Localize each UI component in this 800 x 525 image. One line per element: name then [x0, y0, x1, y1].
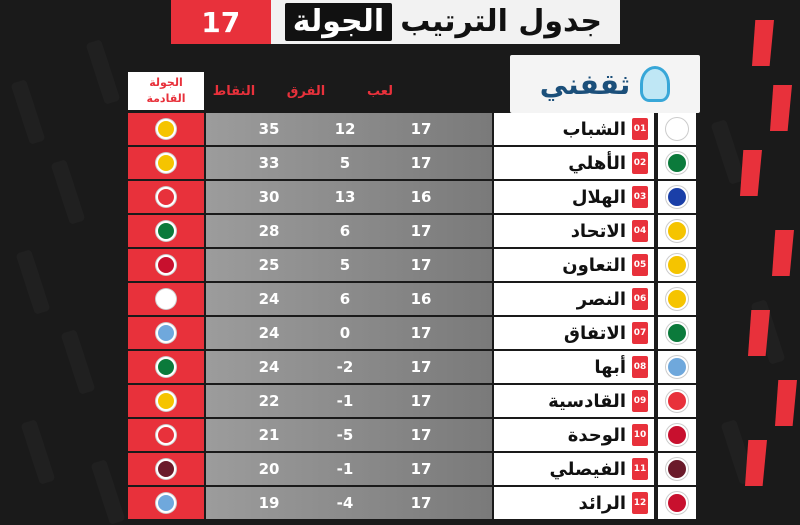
diff-value: 12 — [334, 120, 356, 138]
team-cell — [494, 351, 654, 383]
brand-logo — [510, 55, 700, 113]
table-row — [128, 385, 700, 417]
team-logo-cell — [658, 113, 696, 145]
points-value: 28 — [258, 222, 280, 240]
next-opponent-cell — [128, 215, 204, 247]
next-opponent-cell — [128, 487, 204, 519]
team-logo-cell — [658, 249, 696, 281]
played-value: 17 — [410, 460, 432, 478]
team-badge-icon — [666, 152, 688, 174]
rank-badge: 02 — [632, 152, 648, 174]
team-cell — [494, 419, 654, 451]
team-badge-icon — [666, 356, 688, 378]
team-name: القادسية — [548, 390, 626, 412]
title-highlight: الجولة — [285, 3, 392, 41]
next-opponent-cell — [128, 453, 204, 485]
diff-value: 5 — [339, 154, 351, 172]
played-value: 17 — [410, 120, 432, 138]
next-opponent-badge-icon — [156, 187, 176, 207]
team-badge-icon — [666, 288, 688, 310]
team-logo-cell — [658, 453, 696, 485]
team-logo-cell — [658, 283, 696, 315]
diff-value: -2 — [336, 358, 354, 376]
next-opponent-cell — [128, 351, 204, 383]
next-opponent-badge-icon — [156, 357, 176, 377]
team-cell — [494, 181, 654, 213]
next-opponent-cell — [128, 249, 204, 281]
table-row — [128, 147, 700, 179]
played-value: 17 — [410, 426, 432, 444]
points-value: 25 — [258, 256, 280, 274]
table-row — [128, 249, 700, 281]
diff-value: 0 — [339, 324, 351, 342]
diff-value: -1 — [336, 460, 354, 478]
diff-value: 5 — [339, 256, 351, 274]
team-logo-cell — [658, 317, 696, 349]
table-row — [128, 215, 700, 247]
played-value: 16 — [410, 290, 432, 308]
team-cell — [494, 453, 654, 485]
team-cell — [494, 317, 654, 349]
team-cell — [494, 249, 654, 281]
points-value: 22 — [258, 392, 280, 410]
logo-text: ثقفني — [539, 67, 631, 101]
team-name: النصر — [576, 288, 626, 310]
team-name: الوحدة — [567, 424, 626, 446]
table-row — [128, 317, 700, 349]
points-value: 24 — [258, 358, 280, 376]
table-row — [128, 181, 700, 213]
rank-badge: 03 — [632, 186, 648, 208]
table-row — [128, 283, 700, 315]
next-opponent-cell — [128, 113, 204, 145]
points-value: 21 — [258, 426, 280, 444]
points-value: 30 — [258, 188, 280, 206]
next-opponent-badge-icon — [156, 289, 176, 309]
decor-mark — [775, 380, 797, 426]
team-logo-cell — [658, 487, 696, 519]
team-badge-icon — [666, 186, 688, 208]
played-value: 17 — [410, 256, 432, 274]
standings-table — [128, 113, 700, 521]
next-opponent-cell — [128, 385, 204, 417]
page-title — [271, 0, 620, 44]
team-logo-cell — [658, 351, 696, 383]
team-name: الشباب — [562, 118, 626, 140]
points-value: 33 — [258, 154, 280, 172]
team-logo-cell — [658, 181, 696, 213]
next-opponent-badge-icon — [156, 459, 176, 479]
column-header-diff: الفرق — [286, 84, 326, 99]
diff-value: 6 — [339, 290, 351, 308]
team-cell — [494, 147, 654, 179]
team-badge-icon — [666, 390, 688, 412]
team-name: الهلال — [571, 186, 626, 208]
column-header-next-round: الجولة القادمة — [128, 72, 204, 110]
played-value: 16 — [410, 188, 432, 206]
next-opponent-badge-icon — [156, 119, 176, 139]
column-header-points: النقاط — [212, 84, 256, 99]
next-opponent-cell — [128, 181, 204, 213]
team-name: الاتحاد — [570, 220, 626, 242]
rank-badge: 04 — [632, 220, 648, 242]
played-value: 17 — [410, 392, 432, 410]
team-cell — [494, 487, 654, 519]
played-value: 17 — [410, 494, 432, 512]
next-opponent-badge-icon — [156, 255, 176, 275]
next-opponent-badge-icon — [156, 221, 176, 241]
table-row — [128, 113, 700, 145]
team-name: التعاون — [562, 254, 626, 276]
round-number: 17 — [171, 0, 271, 44]
next-opponent-badge-icon — [156, 425, 176, 445]
team-name: الأهلي — [568, 152, 626, 174]
team-logo-cell — [658, 147, 696, 179]
rank-badge: 08 — [632, 356, 648, 378]
points-value: 24 — [258, 290, 280, 308]
diff-value: -5 — [336, 426, 354, 444]
team-cell — [494, 385, 654, 417]
points-value: 35 — [258, 120, 280, 138]
table-row — [128, 453, 700, 485]
points-value: 24 — [258, 324, 280, 342]
rank-badge: 12 — [632, 492, 648, 514]
team-badge-icon — [666, 118, 688, 140]
diff-value: 6 — [339, 222, 351, 240]
team-cell — [494, 283, 654, 315]
points-value: 20 — [258, 460, 280, 478]
diff-value: -4 — [336, 494, 354, 512]
diff-value: -1 — [336, 392, 354, 410]
page-header — [171, 0, 620, 44]
team-name: أبها — [594, 356, 626, 378]
rank-badge: 09 — [632, 390, 648, 412]
lightbulb-icon — [640, 66, 670, 102]
decor-mark — [752, 20, 774, 66]
next-opponent-cell — [128, 419, 204, 451]
played-value: 17 — [410, 324, 432, 342]
team-name: الفيصلي — [549, 458, 626, 480]
team-logo-cell — [658, 419, 696, 451]
team-badge-icon — [666, 220, 688, 242]
team-cell — [494, 215, 654, 247]
played-value: 17 — [410, 358, 432, 376]
next-opponent-badge-icon — [156, 323, 176, 343]
diff-value: 13 — [334, 188, 356, 206]
rank-badge: 01 — [632, 118, 648, 140]
rank-badge: 10 — [632, 424, 648, 446]
team-cell — [494, 113, 654, 145]
next-opponent-cell — [128, 317, 204, 349]
title-prefix: جدول الترتيب — [400, 4, 602, 39]
next-opponent-cell — [128, 147, 204, 179]
rank-badge: 06 — [632, 288, 648, 310]
column-header-played: لعب — [367, 84, 393, 99]
rank-badge: 07 — [632, 322, 648, 344]
points-value: 19 — [258, 494, 280, 512]
team-badge-icon — [666, 322, 688, 344]
team-logo-cell — [658, 215, 696, 247]
table-row — [128, 351, 700, 383]
rank-badge: 11 — [632, 458, 648, 480]
decor-mark — [770, 85, 792, 131]
team-logo-cell — [658, 385, 696, 417]
next-opponent-cell — [128, 283, 204, 315]
decor-mark — [740, 150, 762, 196]
decor-mark — [748, 310, 770, 356]
team-badge-icon — [666, 424, 688, 446]
team-name: الاتفاق — [563, 322, 626, 344]
decor-mark — [745, 440, 767, 486]
team-badge-icon — [666, 254, 688, 276]
team-badge-icon — [666, 458, 688, 480]
next-opponent-badge-icon — [156, 391, 176, 411]
table-row — [128, 419, 700, 451]
played-value: 17 — [410, 222, 432, 240]
next-opponent-badge-icon — [156, 153, 176, 173]
next-opponent-badge-icon — [156, 493, 176, 513]
team-badge-icon — [666, 492, 688, 514]
decor-mark — [772, 230, 794, 276]
table-row — [128, 487, 700, 519]
played-value: 17 — [410, 154, 432, 172]
rank-badge: 05 — [632, 254, 648, 276]
team-name: الرائد — [578, 492, 626, 514]
